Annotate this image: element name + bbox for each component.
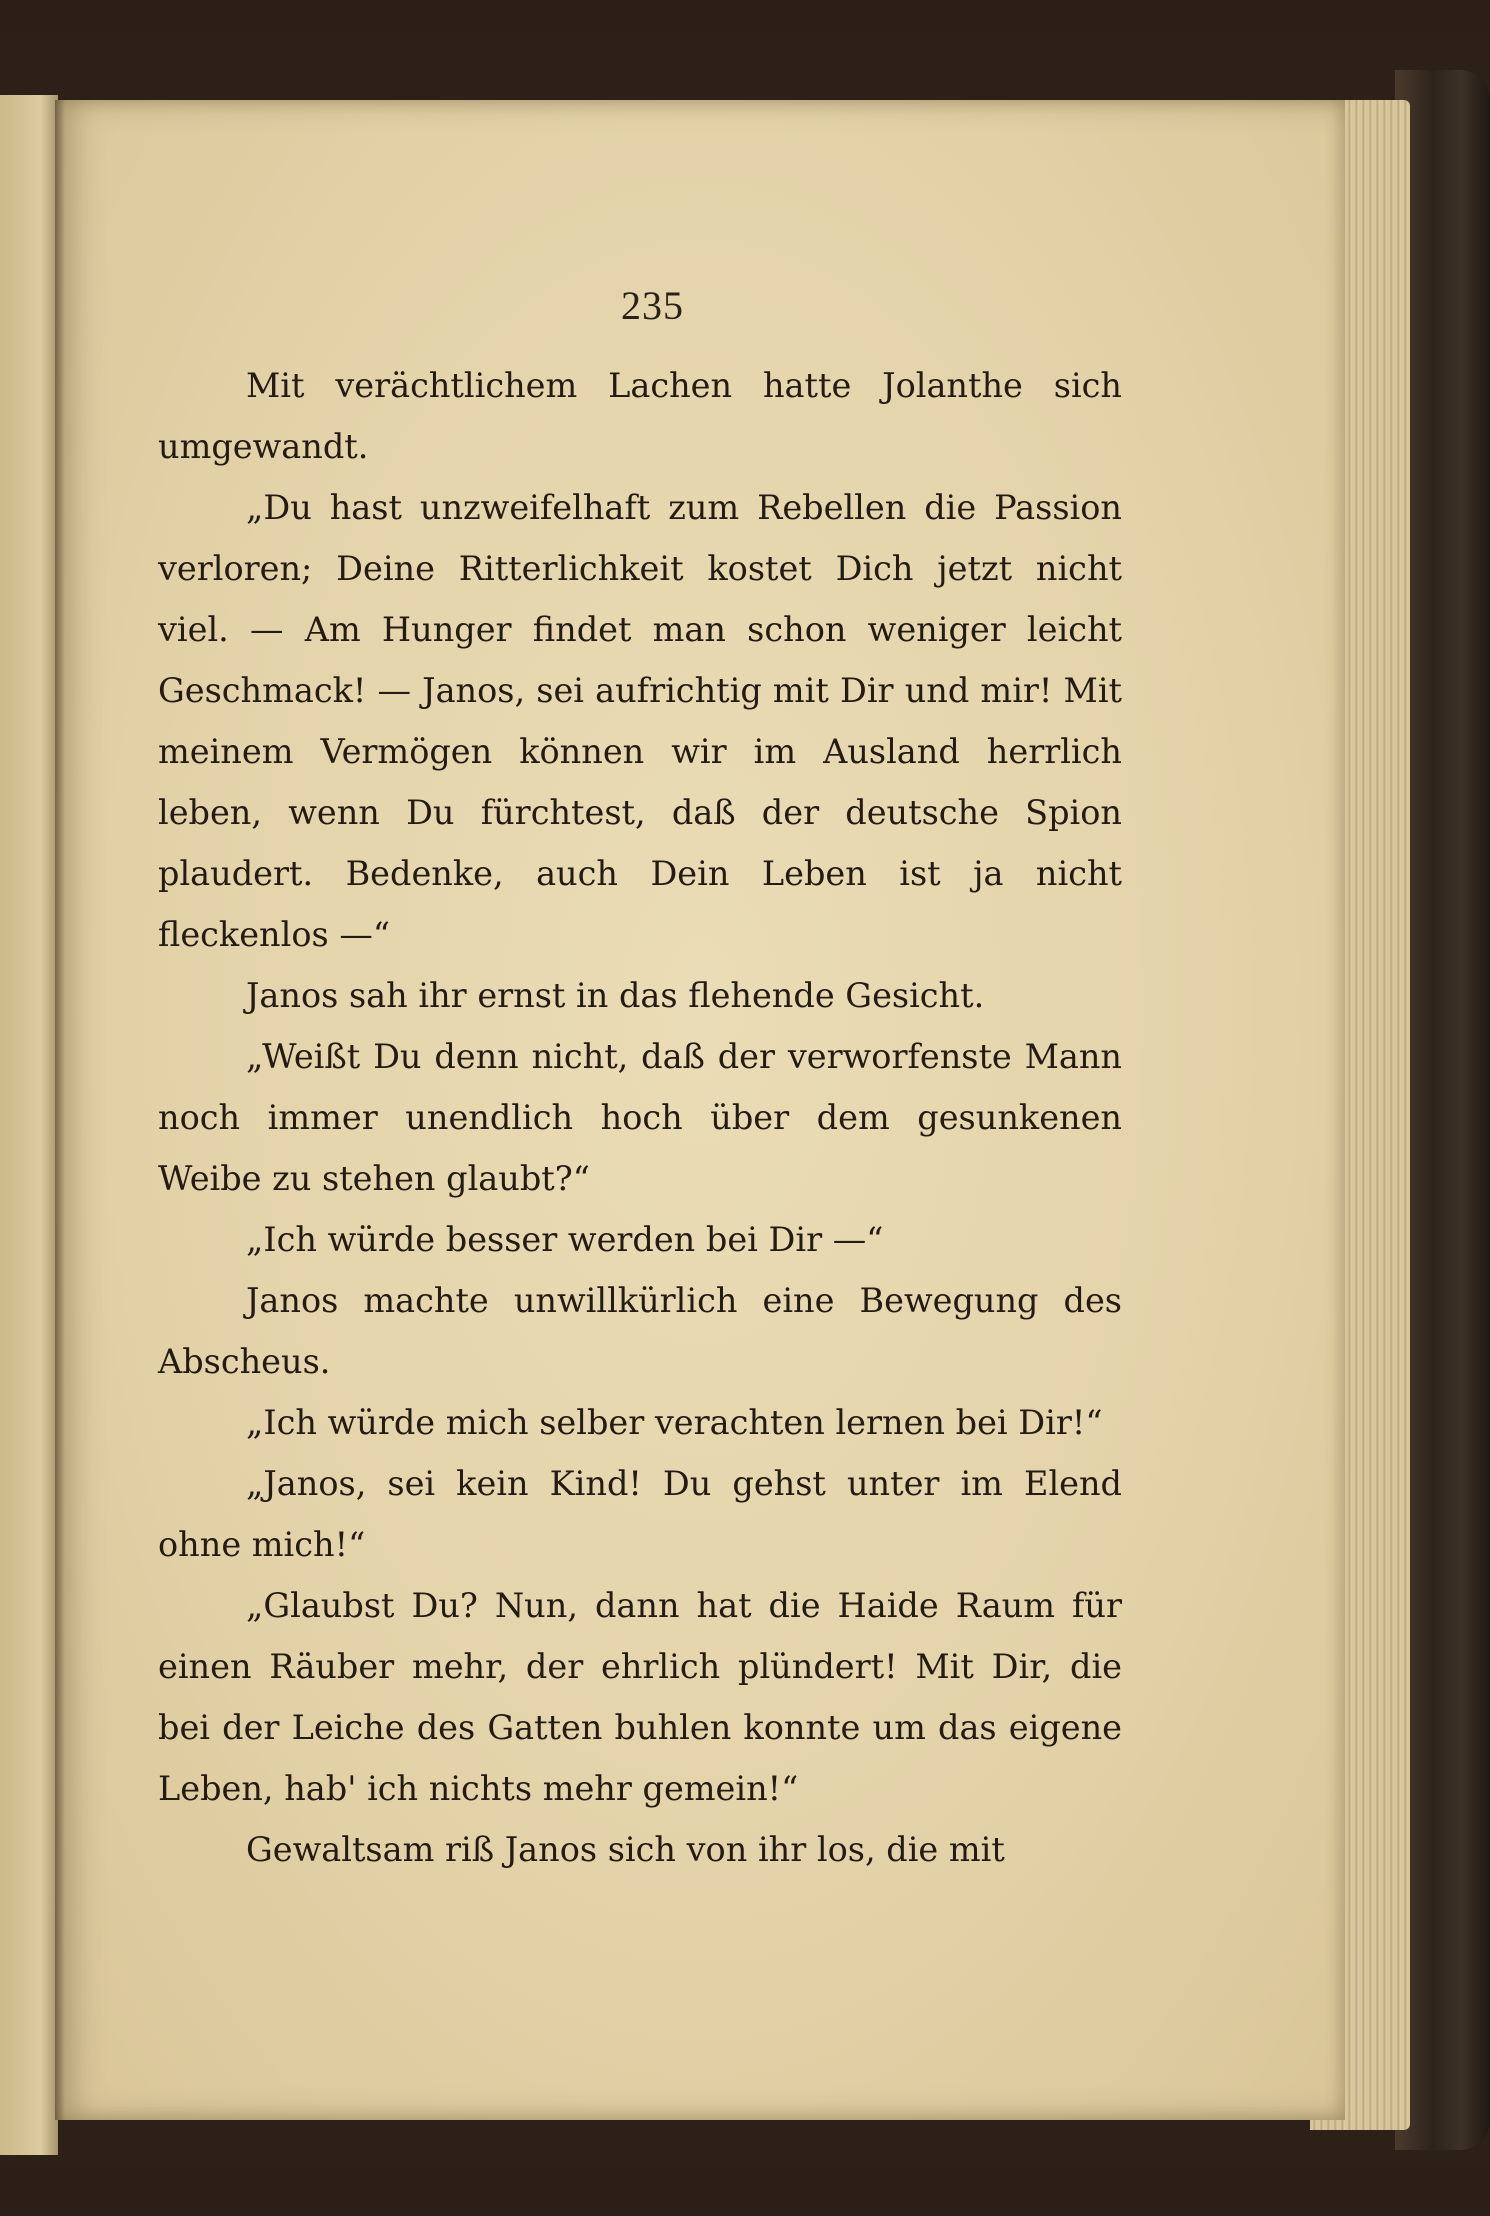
paragraph: „Ich würde mich selber verachten lernen bei Dir!“: [246, 1403, 1103, 1442]
paragraph: Gewaltsam riß Janos sich von ihr los, die mit: [246, 1830, 1005, 1869]
page-number: 235: [621, 283, 684, 328]
facing-page-edge: [0, 95, 58, 2155]
paragraph: „Du hast unzweifelhaft zum Rebellen die Passion verloren; Deine Ritterlichkeit kostet Dich jetzt nicht viel. — Am Hunger findet man schon weniger leicht Geschmack! — Janos, sei aufrichtig mit Dir und mir! Mit meinem Vermögen können wir im Ausland herrlich leben, wenn Du fürchtest, daß der deutsche Spion plaudert. Bedenke, auch Dein Leben ist ja nicht fleckenlos —“: [158, 488, 1122, 954]
page-gutter-shadow: [55, 100, 65, 2120]
paragraph: „Janos, sei kein Kind! Du gehst unter im Elend ohne mich!“: [158, 1464, 1122, 1564]
page-text: [158, 355, 1122, 1880]
paragraph: Janos sah ihr ernst in das flehende Gesicht.: [246, 976, 985, 1015]
paragraph: Janos machte unwillkürlich eine Bewegung des Abscheus.: [158, 1281, 1122, 1381]
paragraph: „Ich würde besser werden bei Dir —“: [246, 1220, 884, 1259]
paragraph: „Weißt Du denn nicht, daß der verworfenste Mann noch immer unendlich hoch über dem gesunkenen Weibe zu stehen glaubt?“: [158, 1037, 1122, 1198]
paragraph: Mit verächtlichem Lachen hatte Jolanthe sich umgewandt.: [158, 366, 1122, 466]
paragraph: „Glaubst Du? Nun, dann hat die Haide Raum für einen Räuber mehr, der ehrlich plündert! Mit Dir, die bei der Leiche des Gatten buhlen konnte um das eigene Leben, hab' ich nichts mehr gemein!“: [158, 1586, 1122, 1808]
